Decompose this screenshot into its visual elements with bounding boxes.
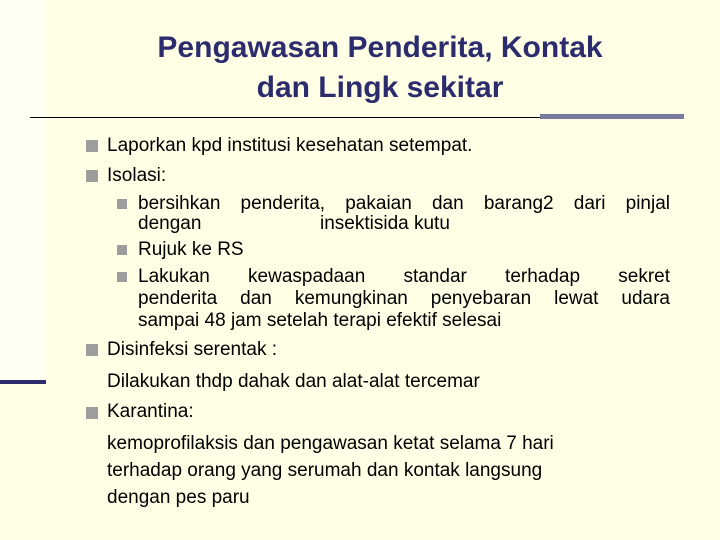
sub-bullet-lakukan: Lakukan kewaspadaan standar terhadap sekret — [138, 266, 670, 287]
sub-bullet-lakukan-cont-2: sampai 48 jam setelah terapi efektif selesai — [138, 310, 502, 331]
square-bullet-icon — [117, 272, 127, 282]
square-bullet-icon — [117, 199, 127, 209]
karantina-detail-2: terhadap orang yang serumah dan kontak langsung — [107, 460, 543, 481]
sub-bullet-bersihkan-cont-a: dengan — [138, 213, 202, 234]
title-line-1: Pengawasan Penderita, Kontak — [157, 31, 603, 64]
square-bullet-icon — [86, 344, 98, 356]
bullet-lapor: Laporkan kpd institusi kesehatan setempat. — [107, 135, 473, 156]
sub-bullet-bersihkan: bersihkan penderita, pakaian dan barang2 dari pinjal — [138, 193, 670, 214]
bullet-disinfeksi: Disinfeksi serentak : — [107, 339, 278, 360]
title-line-2: dan Lingk sekitar — [256, 71, 504, 104]
square-bullet-icon — [86, 407, 98, 419]
square-bullet-icon — [86, 170, 98, 182]
bullet-isolasi: Isolasi: — [107, 165, 167, 186]
karantina-detail-1: kemoprofilaksis dan pengawasan ketat selama 7 hari — [107, 433, 554, 454]
sub-bullet-rujuk: Rujuk ke RS — [138, 239, 244, 260]
square-bullet-icon — [117, 245, 127, 255]
bullet-karantina: Karantina: — [107, 401, 194, 422]
karantina-detail-3: dengan pes paru — [107, 487, 250, 508]
sub-bullet-lakukan-cont-1: penderita dan kemungkinan penyebaran lewat udara — [138, 288, 670, 309]
disinfeksi-detail: Dilakukan thdp dahak dan alat-alat tercemar — [107, 371, 480, 392]
square-bullet-icon — [86, 140, 98, 152]
sub-bullet-bersihkan-cont-b: insektisida kutu — [320, 213, 450, 234]
